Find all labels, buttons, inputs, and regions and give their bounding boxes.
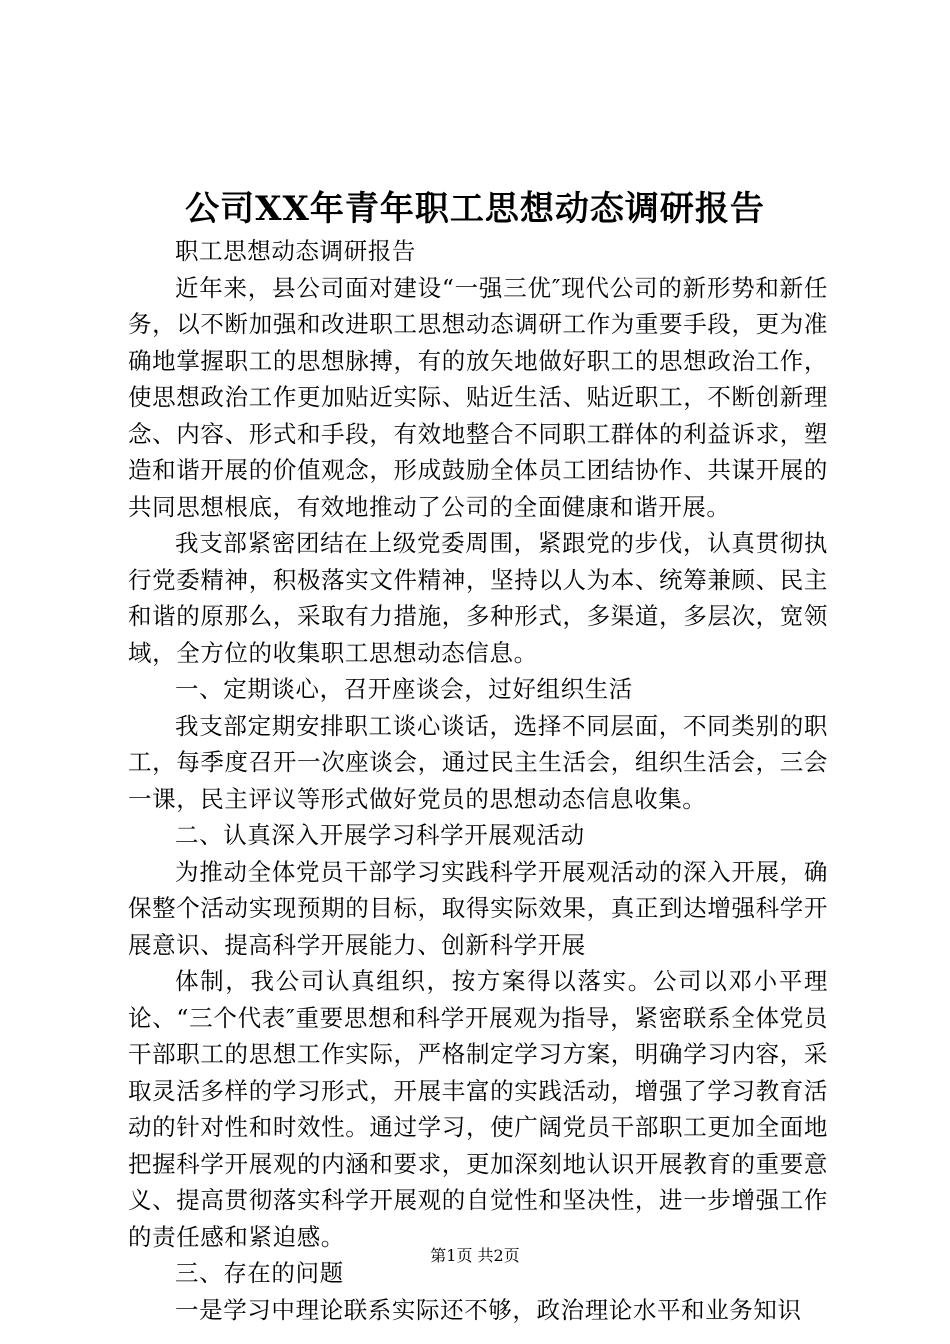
section-text-2a: 为推动全体党员干部学习实践科学开展观活动的深入开展，确保整个活动实现预期的目标，取得实际效果，真正到达增强科学开展意识、提高科学开展能力、创新科学开展 bbox=[128, 857, 828, 959]
section-heading-1: 一、定期谈心，召开座谈会，过好组织生活 bbox=[175, 675, 633, 703]
report-subtitle: 职工思想动态调研报告 bbox=[175, 237, 416, 265]
section-text-1: 我支部定期安排职工谈心谈话，选择不同层面，不同类别的职工，每季度召开一次座谈会，通过民主生活会，组织生活会，三会一课，民主评议等形式做好党员的思想动态信息收集。 bbox=[128, 711, 828, 813]
document-title: 公司XX年青年职工思想动态调研报告 bbox=[185, 189, 765, 229]
section-text-2b: 体制，我公司认真组织，按方案得以落实。公司以邓小平理论、“三个代表″重要思想和科学开展观为指导，紧密联系全体党员干部职工的思想工作实际，严格制定学习方案，明确学习内容，采取灵活多样的学习形式，开展丰富的实践活动，增强了学习教育活动的针对性和时效性。通过学习，使广阔党员干部职工更加全面地把握科学开展观的内涵和要求，更加深刻地认识开展教育的重要意义、提高贯彻落实科学开展观的自觉性和坚决性，进一步增强工作的责任感和紧迫感。 bbox=[128, 967, 828, 1251]
document-body bbox=[128, 233, 828, 1328]
section-heading-2: 二、认真深入开展学习科学开展观活动 bbox=[175, 821, 585, 849]
page-number: 第1页 共2页 bbox=[430, 1246, 520, 1265]
section-text-3: 一是学习中理论联系实际还不够，政治理论水平和业务知识 bbox=[175, 1295, 802, 1324]
section-heading-3: 三、存在的问题 bbox=[175, 1259, 344, 1287]
paragraph-branch: 我支部紧密团结在上级党委周围，紧跟党的步伐，认真贯彻执行党委精神，积极落实文件精神，坚持以人为本、统筹兼顾、民主和谐的原那么，采取有力措施，多种形式，多渠道，多层次，宽领域，全方位的收集职工思想动态信息。 bbox=[128, 529, 828, 667]
paragraph-intro: 近年来，县公司面对建设“一强三优″现代公司的新形势和新任务，以不断加强和改进职工思想动态调研工作为重要手段，更为准确地掌握职工的思想脉搏，有的放矢地做好职工的思想政治工作，使思想政治工作更加贴近实际、贴近生活、贴近职工，不断创新理念、内容、形式和手段，有效地整合不同职工群体的利益诉求，塑造和谐开展的价值观念，形成鼓励全体员工团结协作、共谋开展的共同思想根底，有效地推动了公司的全面健康和谐开展。 bbox=[128, 273, 828, 521]
